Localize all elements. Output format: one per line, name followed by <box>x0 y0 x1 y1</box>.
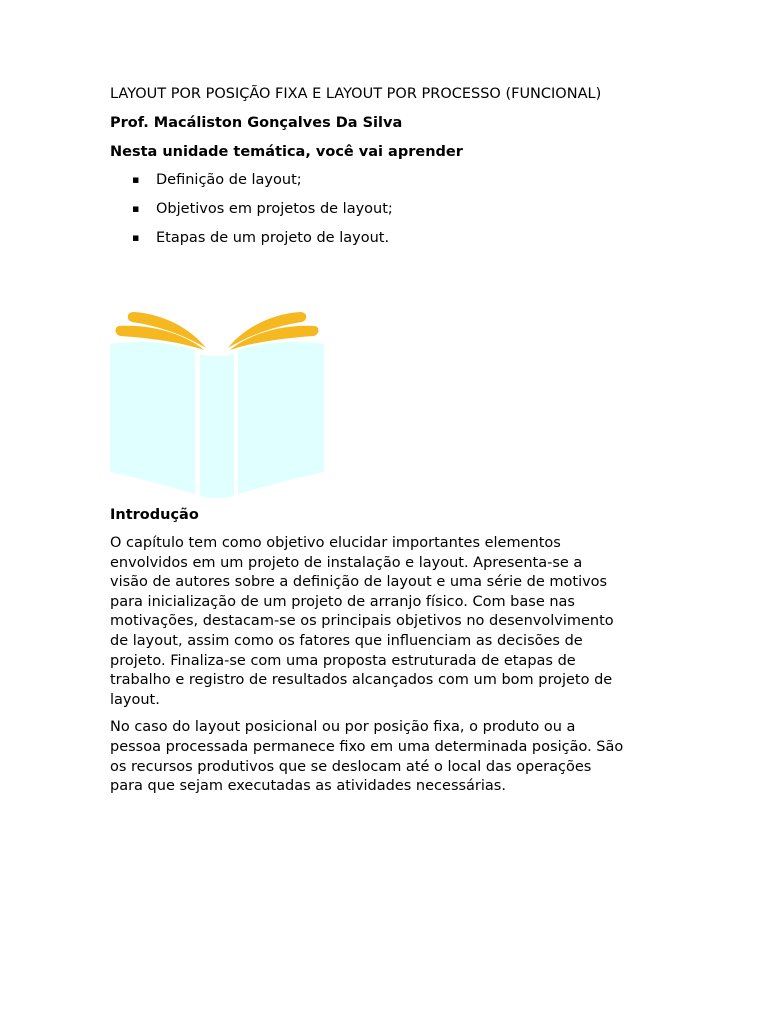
paragraph-line: envolvidos em um projeto de instalação e layout. Apresenta-se a <box>110 554 583 571</box>
list-item-text: Objetivos em projetos de layout; <box>156 201 393 217</box>
paragraph-line: trabalho e registro de resultados alcançados com um bom projeto de <box>110 672 613 689</box>
paragraph-line: para que sejam executadas as atividades necessárias. <box>110 778 506 795</box>
paragraph-line: O capítulo tem como objetivo elucidar importantes elementos <box>110 535 561 551</box>
author-name: Prof. Macáliston Gonçalves Da Silva <box>110 115 403 131</box>
book-spine <box>200 354 234 498</box>
paragraph-line: layout. <box>110 691 160 708</box>
paragraph-line: de layout, assim como os fatores que influenciam as decisões de <box>110 632 583 649</box>
introduction-section <box>110 505 670 805</box>
list-item <box>110 170 670 190</box>
paragraph-line: visão de autores sobre a definição de layout e uma série de motivos <box>110 574 608 591</box>
open-book-icon <box>110 306 324 498</box>
square-bullet-icon: ▪ <box>132 173 140 186</box>
square-bullet-icon: ▪ <box>132 231 140 244</box>
square-bullet-icon: ▪ <box>132 202 140 215</box>
objectives-list <box>110 170 670 248</box>
fixed-layout-paragraph <box>110 718 670 796</box>
paragraph-line: pessoa processada permanece fixo em uma determinada posição. São <box>110 738 624 755</box>
intro-paragraph <box>110 534 670 710</box>
paragraph-line: os recursos produtivos que se deslocam até o local das operações <box>110 758 592 775</box>
document-page <box>110 84 670 795</box>
paragraph-line: projeto. Finaliza-se com uma proposta estruturada de etapas de <box>110 652 576 669</box>
list-item <box>110 228 670 248</box>
document-title: LAYOUT POR POSIÇÃO FIXA E LAYOUT POR PROCESSO (FUNCIONAL) <box>110 86 602 102</box>
paragraph-line: motivações, destacam-se os principais objetivos no desenvolvimento <box>110 613 614 630</box>
list-item-text: Etapas de um projeto de layout. <box>156 230 390 246</box>
book-right-page <box>238 342 324 494</box>
list-item-text: Definição de layout; <box>156 172 302 188</box>
list-item <box>110 199 670 219</box>
paragraph-line: para inicialização de um projeto de arranjo físico. Com base nas <box>110 593 575 610</box>
paragraph-line: No caso do layout posicional ou por posição fixa, o produto ou a <box>110 719 576 736</box>
learning-subtitle: Nesta unidade temática, você vai aprender <box>110 144 463 160</box>
intro-heading: Introdução <box>110 507 199 523</box>
book-left-page <box>110 342 195 494</box>
